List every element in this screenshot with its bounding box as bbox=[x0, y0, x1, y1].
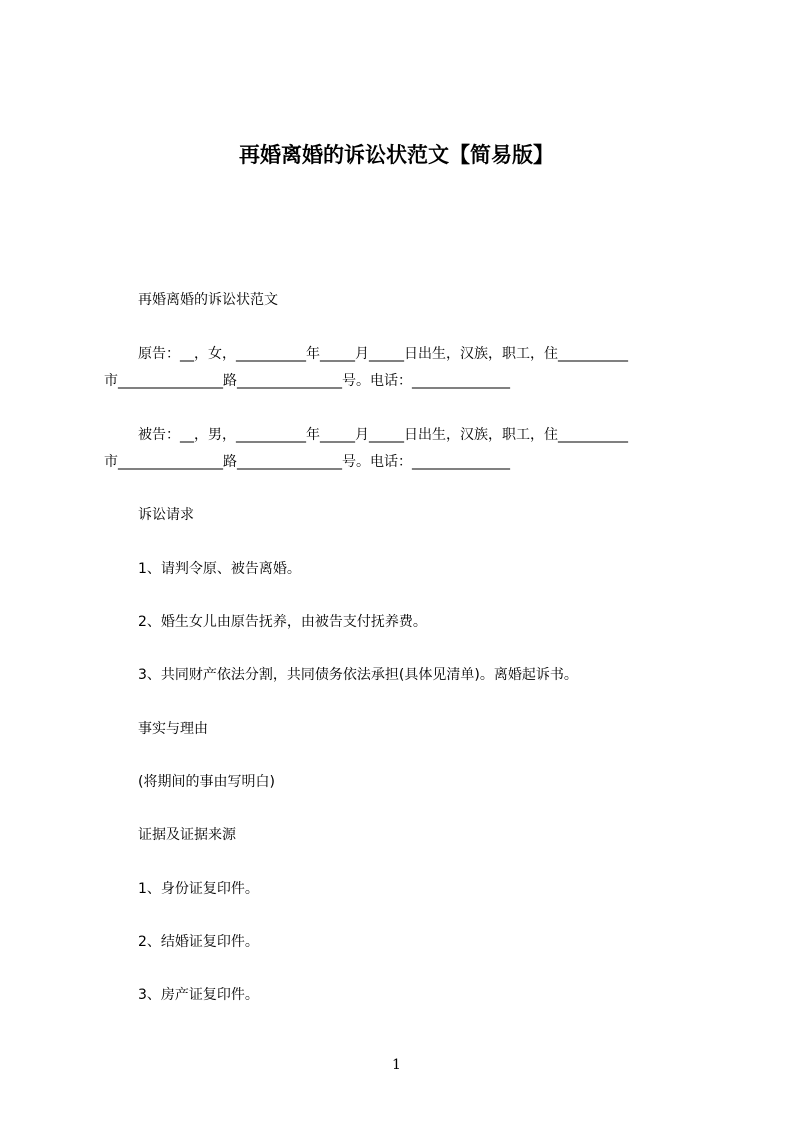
evidence-item: 3、房产证复印件。 bbox=[138, 987, 259, 1003]
evidence-item: 2、结婚证复印件。 bbox=[138, 934, 259, 950]
plaintiff-line-2: 市_______________路_______________号。电话：______________ bbox=[104, 373, 510, 389]
defendant-line-2: 市_______________路_______________号。电话：______________ bbox=[104, 454, 510, 470]
claim-item: 3、共同财产依法分割，共同债务依法承担(具体见清单)。离婚起诉书。 bbox=[138, 667, 578, 683]
evidence-item: 1、身份证复印件。 bbox=[138, 881, 259, 897]
page-title: 再婚离婚的诉讼状范文【简易版】 bbox=[239, 143, 554, 167]
claim-item: 1、请判令原、被告离婚。 bbox=[138, 561, 301, 577]
claim-item: 2、婚生女儿由原告抚养，由被告支付抚养费。 bbox=[138, 614, 427, 630]
document-subtitle: 再婚离婚的诉讼状范文 bbox=[138, 292, 278, 308]
defendant-line-1: 被告：__，男，__________年_____月_____日出生，汉族，职工，住__________ bbox=[138, 427, 628, 443]
facts-heading: 事实与理由 bbox=[138, 721, 208, 737]
claims-heading: 诉讼请求 bbox=[138, 507, 194, 523]
page-number: 1 bbox=[392, 1057, 401, 1073]
evidence-heading: 证据及证据来源 bbox=[138, 827, 236, 843]
plaintiff-line-1: 原告：__，女，__________年_____月_____日出生，汉族，职工，住__________ bbox=[138, 346, 628, 362]
facts-text: (将期间的事由写明白) bbox=[138, 774, 275, 790]
